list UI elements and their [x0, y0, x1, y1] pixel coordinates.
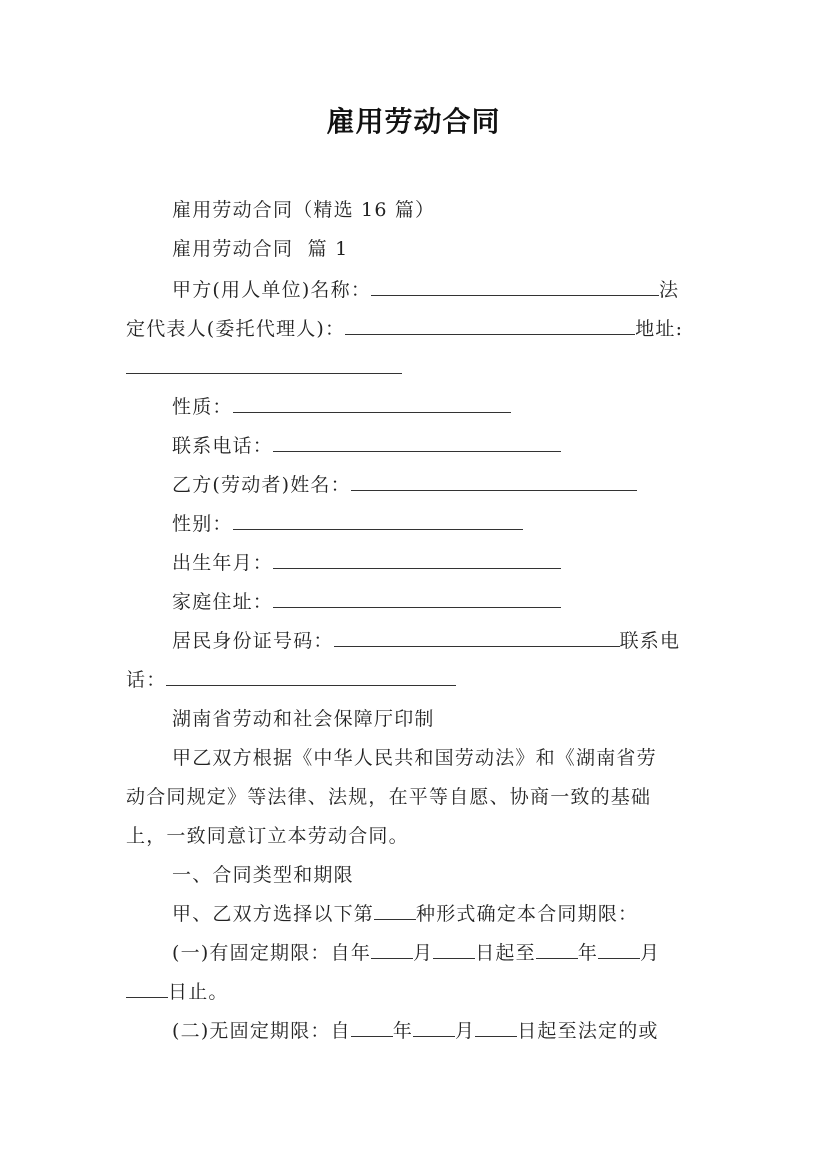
- employer-name-label: 甲方(用人单位)名称：: [172, 279, 372, 301]
- section-heading: 雇用劳动合同 篇 1: [172, 238, 349, 260]
- fixed-blank-5: [126, 978, 168, 998]
- open-month: 月: [455, 1020, 476, 1042]
- legal-rep-blank: [345, 315, 635, 335]
- open-term-line: [172, 1017, 659, 1045]
- fixed-end: 日止。: [168, 981, 229, 1003]
- open-blank-1: [351, 1017, 393, 1037]
- section-heading-1: 一、合同类型和期限: [172, 864, 354, 886]
- fixed-blank-3: [536, 939, 578, 959]
- fixed-month: 月: [413, 942, 434, 964]
- id-line: [172, 627, 680, 655]
- choose-line: [172, 900, 638, 928]
- legal-rep-line: [126, 315, 683, 343]
- worker-name-line: [172, 471, 637, 499]
- gender-blank: [233, 510, 523, 530]
- nature-label: 性质：: [172, 396, 233, 418]
- open-tail: 日起至法定的或: [517, 1020, 659, 1042]
- fixed-year: 年: [577, 942, 599, 964]
- birth-label: 出生年月：: [172, 552, 274, 574]
- phone2-label: 话：: [126, 669, 167, 691]
- open-year: 年: [392, 1020, 414, 1042]
- phone-line: [172, 432, 561, 460]
- choose-blank: [374, 900, 416, 920]
- nature-line: [172, 393, 511, 421]
- subtitle: 雇用劳动合同（精选 16 篇）: [172, 199, 436, 221]
- phone2-blank: [166, 666, 456, 686]
- phone-blank: [273, 432, 561, 452]
- worker-name-blank: [351, 471, 637, 491]
- address-blank-line: [126, 354, 402, 382]
- document-title: 雇用劳动合同: [326, 105, 501, 138]
- fixed-month-2: 月: [640, 942, 661, 964]
- home-address-label: 家庭住址：: [172, 591, 274, 613]
- id-label: 居民身份证号码：: [172, 630, 334, 652]
- id-blank: [334, 627, 620, 647]
- para1-line3: 上，一致同意订立本劳动合同。: [126, 825, 409, 847]
- gender-line: [172, 510, 523, 538]
- choose-prefix: 甲、乙双方选择以下第: [172, 903, 375, 925]
- legal-rep-suffix: 地址:: [635, 318, 684, 340]
- phone-label: 联系电话：: [172, 435, 274, 457]
- open-blank-3: [475, 1017, 517, 1037]
- home-address-blank: [273, 588, 561, 608]
- para1-line1: 甲乙双方根据《中华人民共和国劳动法》和《湖南省劳: [172, 747, 657, 769]
- employer-name-suffix: 法: [659, 279, 680, 301]
- gender-label: 性别：: [172, 513, 233, 535]
- open-blank-2: [413, 1017, 455, 1037]
- home-address-line: [172, 588, 561, 616]
- fixed-term-line: [172, 939, 660, 967]
- legal-rep-label: 定代表人(委托代理人)：: [126, 318, 346, 340]
- choose-suffix: 种形式确定本合同期限：: [416, 903, 639, 925]
- open-label: (二)无固定期限：自: [172, 1020, 351, 1042]
- worker-name-label: 乙方(劳动者)姓名：: [172, 474, 351, 496]
- nature-blank: [233, 393, 511, 413]
- birth-blank: [273, 549, 561, 569]
- printer-line: 湖南省劳动和社会保障厅印制: [172, 708, 435, 730]
- phone2-line: [126, 666, 456, 694]
- birth-line: [172, 549, 561, 577]
- address-blank: [126, 354, 402, 374]
- employer-name-line: [172, 276, 679, 304]
- id-suffix: 联系电: [619, 630, 681, 652]
- fixed-term-end-line: [126, 978, 229, 1006]
- fixed-blank-1: [371, 939, 413, 959]
- employer-name-blank: [371, 276, 659, 296]
- fixed-label: (一)有固定期限：自年: [172, 942, 372, 964]
- para1-line2: 动合同规定》等法律、法规，在平等自愿、协商一致的基础: [126, 786, 652, 808]
- fixed-day: 日起至: [475, 942, 536, 964]
- fixed-blank-4: [598, 939, 640, 959]
- fixed-blank-2: [433, 939, 475, 959]
